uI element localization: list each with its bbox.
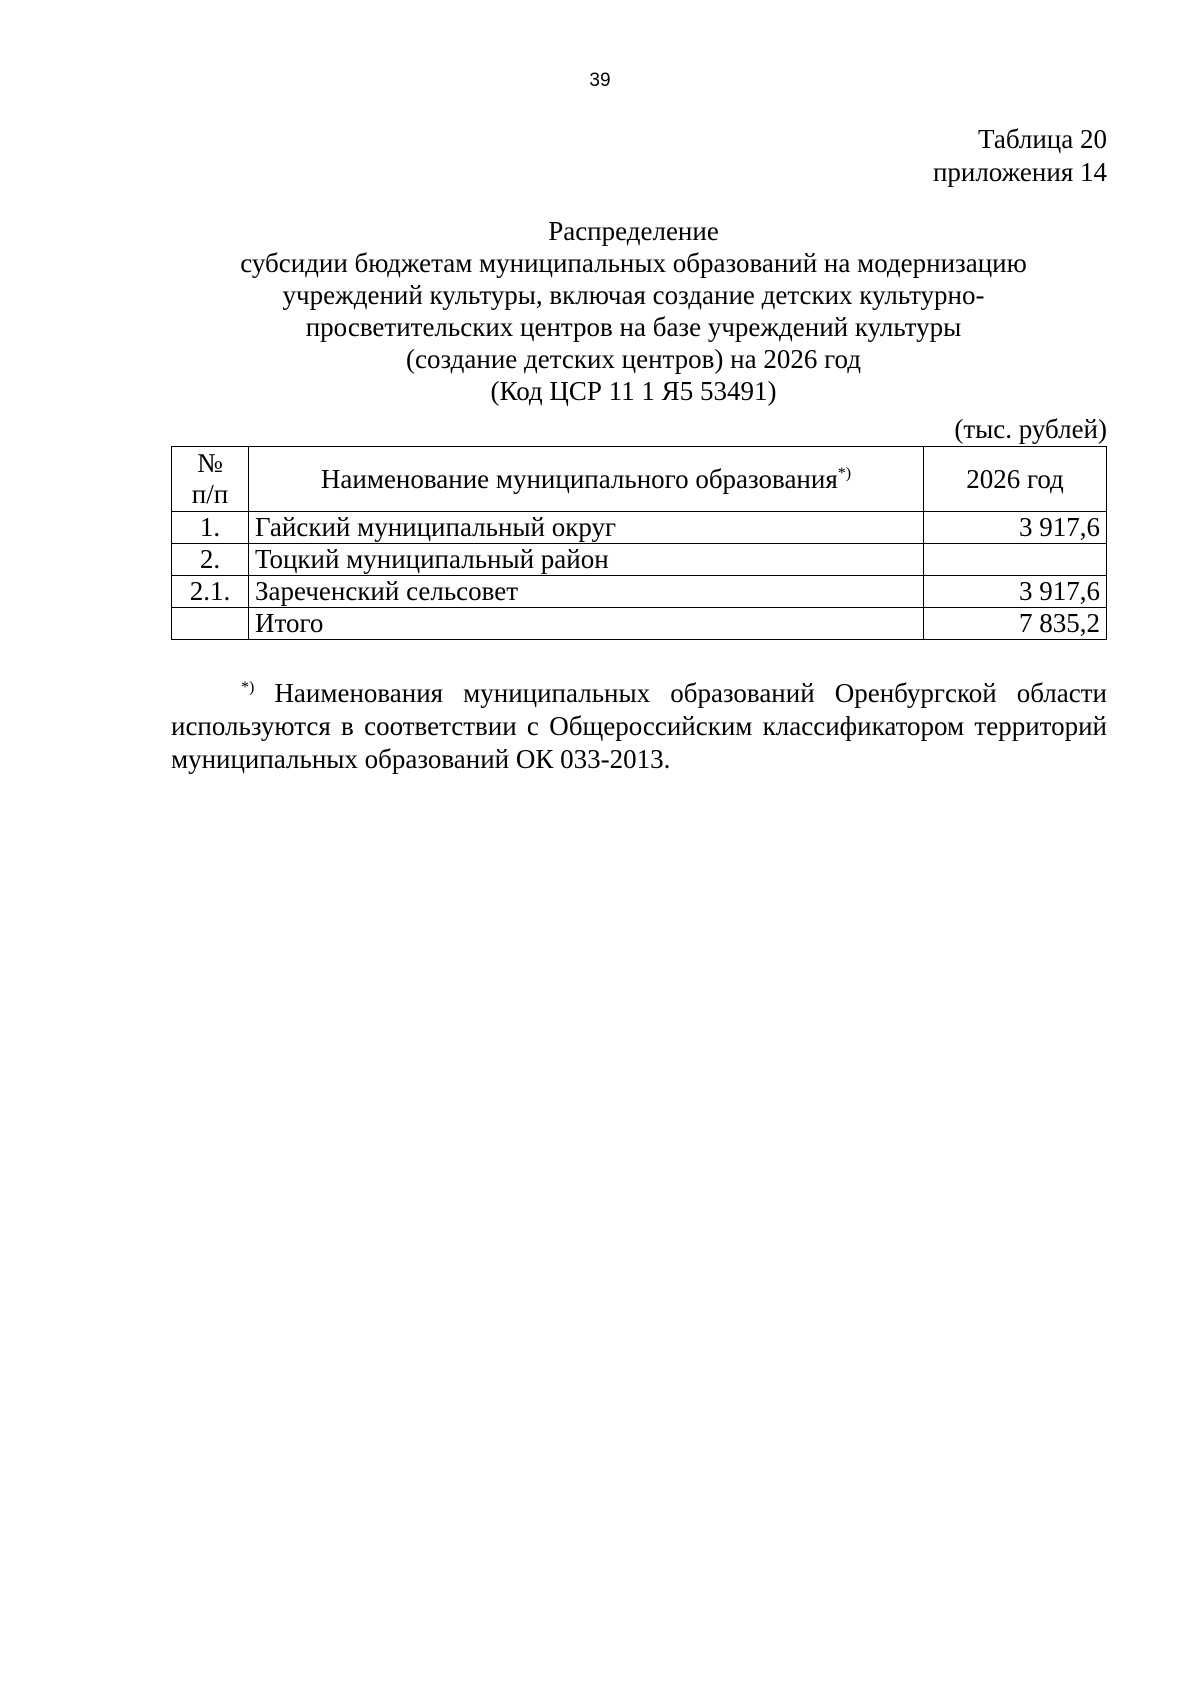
table-reference-line1: Таблица 20 — [978, 124, 1107, 154]
footnote-mark: *) — [241, 679, 255, 696]
table-header-row — [172, 447, 1107, 512]
row-number: 2.1. — [172, 576, 249, 608]
header-footnote-mark: *) — [837, 464, 852, 482]
row-name: Гайский муниципальный округ — [249, 512, 924, 544]
units-label: (тыс. рублей) — [954, 414, 1107, 444]
title-line6: (Код ЦСР 11 1 Я5 53491) — [490, 376, 777, 406]
row-name: Зареченский сельсовет — [249, 576, 924, 608]
row-number: 2. — [172, 544, 249, 576]
row-name: Тоцкий муниципальный район — [249, 544, 924, 576]
header-number-line2: п/п — [191, 479, 229, 509]
row-value: 3 917,6 — [924, 576, 1107, 608]
table-row — [172, 544, 1107, 576]
total-empty-cell — [172, 608, 249, 640]
table-reference — [933, 123, 1107, 189]
header-number — [172, 447, 249, 512]
title-line5: (создание детских центров) на 2026 год — [406, 344, 861, 374]
title-line2: субсидии бюджетам муниципальных образований на модернизацию — [240, 248, 1027, 278]
header-year: 2026 год — [924, 447, 1107, 512]
document-title — [160, 215, 1107, 407]
table-row — [172, 576, 1107, 608]
header-number-line1: № — [197, 448, 223, 478]
header-name — [249, 447, 924, 512]
table-total-row — [172, 608, 1107, 640]
row-value — [924, 544, 1107, 576]
title-line4: просветительских центров на базе учреждений культуры — [305, 312, 962, 342]
distribution-table — [171, 446, 1107, 640]
total-value: 7 835,2 — [924, 608, 1107, 640]
title-line3: учреждений культуры, включая создание детских культурно- — [282, 280, 985, 310]
title-line1: Распределение — [548, 216, 719, 246]
footnote-paragraph — [171, 677, 1107, 776]
row-number: 1. — [172, 512, 249, 544]
row-value: 3 917,6 — [924, 512, 1107, 544]
footnote — [171, 677, 1107, 776]
table-row — [172, 512, 1107, 544]
header-name-text: Наименование муниципального образования — [320, 463, 838, 494]
total-label: Итого — [249, 608, 924, 640]
page-number: 39 — [589, 70, 611, 91]
table-reference-line2: приложения 14 — [932, 157, 1107, 187]
footnote-text: Наименования муниципальных образований Оренбургской области используются в соответствии с Общероссийским классификатором территорий муниципальных образований ОК 033-2013. — [171, 678, 1108, 774]
